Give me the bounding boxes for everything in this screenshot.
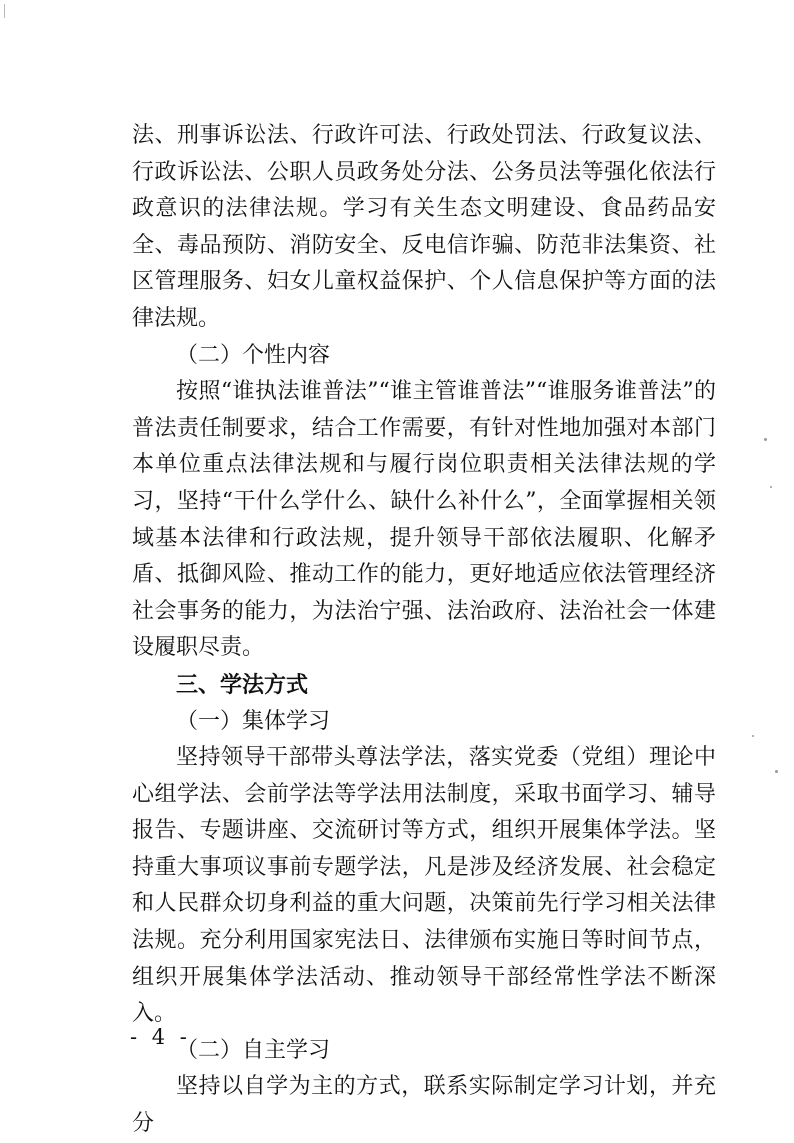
subheading-self-study: （二）自主学习 bbox=[176, 1037, 331, 1063]
page-number: - 4 - bbox=[130, 1025, 191, 1049]
paragraph-continued: 法、刑事诉讼法、行政许可法、行政处罚法、行政复议法、行政诉讼法、公职人员政务处分法、公务员法等强化依法行政意识的法律法规。学习有关生态文明建设、食品药品安全、毒品预防、消防安全、反电信诈骗、防范非法集资、社区管理服务、妇女儿童权益保护、个人信息保护等方面的法律法规。 bbox=[132, 123, 716, 331]
scan-speck bbox=[752, 735, 754, 737]
subheading-collective-study: （一）集体学习 bbox=[176, 708, 331, 734]
scan-speck bbox=[764, 438, 767, 441]
section-heading-study-methods: 三、学法方式 bbox=[176, 671, 309, 698]
paragraph-collective-study: 坚持领导干部带头尊法学法，落实党委（党组）理论中心组学法、会前学法等学法用法制度，采取书面学习、辅导报告、专题讲座、交流研讨等方式，组织开展集体学法。坚持重大事项议事前专题学法，凡是涉及经济发展、社会稳定和人民群众切身利益的重大问题，决策前先行学习相关法律法规。充分利用国家宪法日、法律颁布实施日等时间节点，组织开展集体学法活动、推动领导干部经常性学法不断深入。 bbox=[132, 745, 716, 1027]
paragraph-individual-content: 按照“谁执法谁普法”“谁主管谁普法”“谁服务谁普法”的普法责任制要求，结合工作需要，有针对性地加强对本部门本单位重点法律法规和与履行岗位职责相关法律法规的学习，坚持“干什么学什么、缺什么补什么”，全面掌握相关领域基本法律和行政法规，提升领导干部依法履职、化解矛盾、抵御风险、推动工作的能力，更好地适应依法管理经济社会事务的能力，为法治宁强、法治政府、法治社会一体建设履职尽责。 bbox=[132, 379, 716, 661]
body-text bbox=[132, 118, 716, 1143]
scan-speck bbox=[775, 770, 778, 773]
paragraph-self-study: 坚持以自学为主的方式，联系实际制定学习计划，并充分 bbox=[132, 1074, 716, 1137]
scan-speck bbox=[770, 486, 772, 488]
subheading-individual-content: （二）个性内容 bbox=[176, 342, 331, 368]
scan-edge-mark bbox=[4, 4, 5, 18]
